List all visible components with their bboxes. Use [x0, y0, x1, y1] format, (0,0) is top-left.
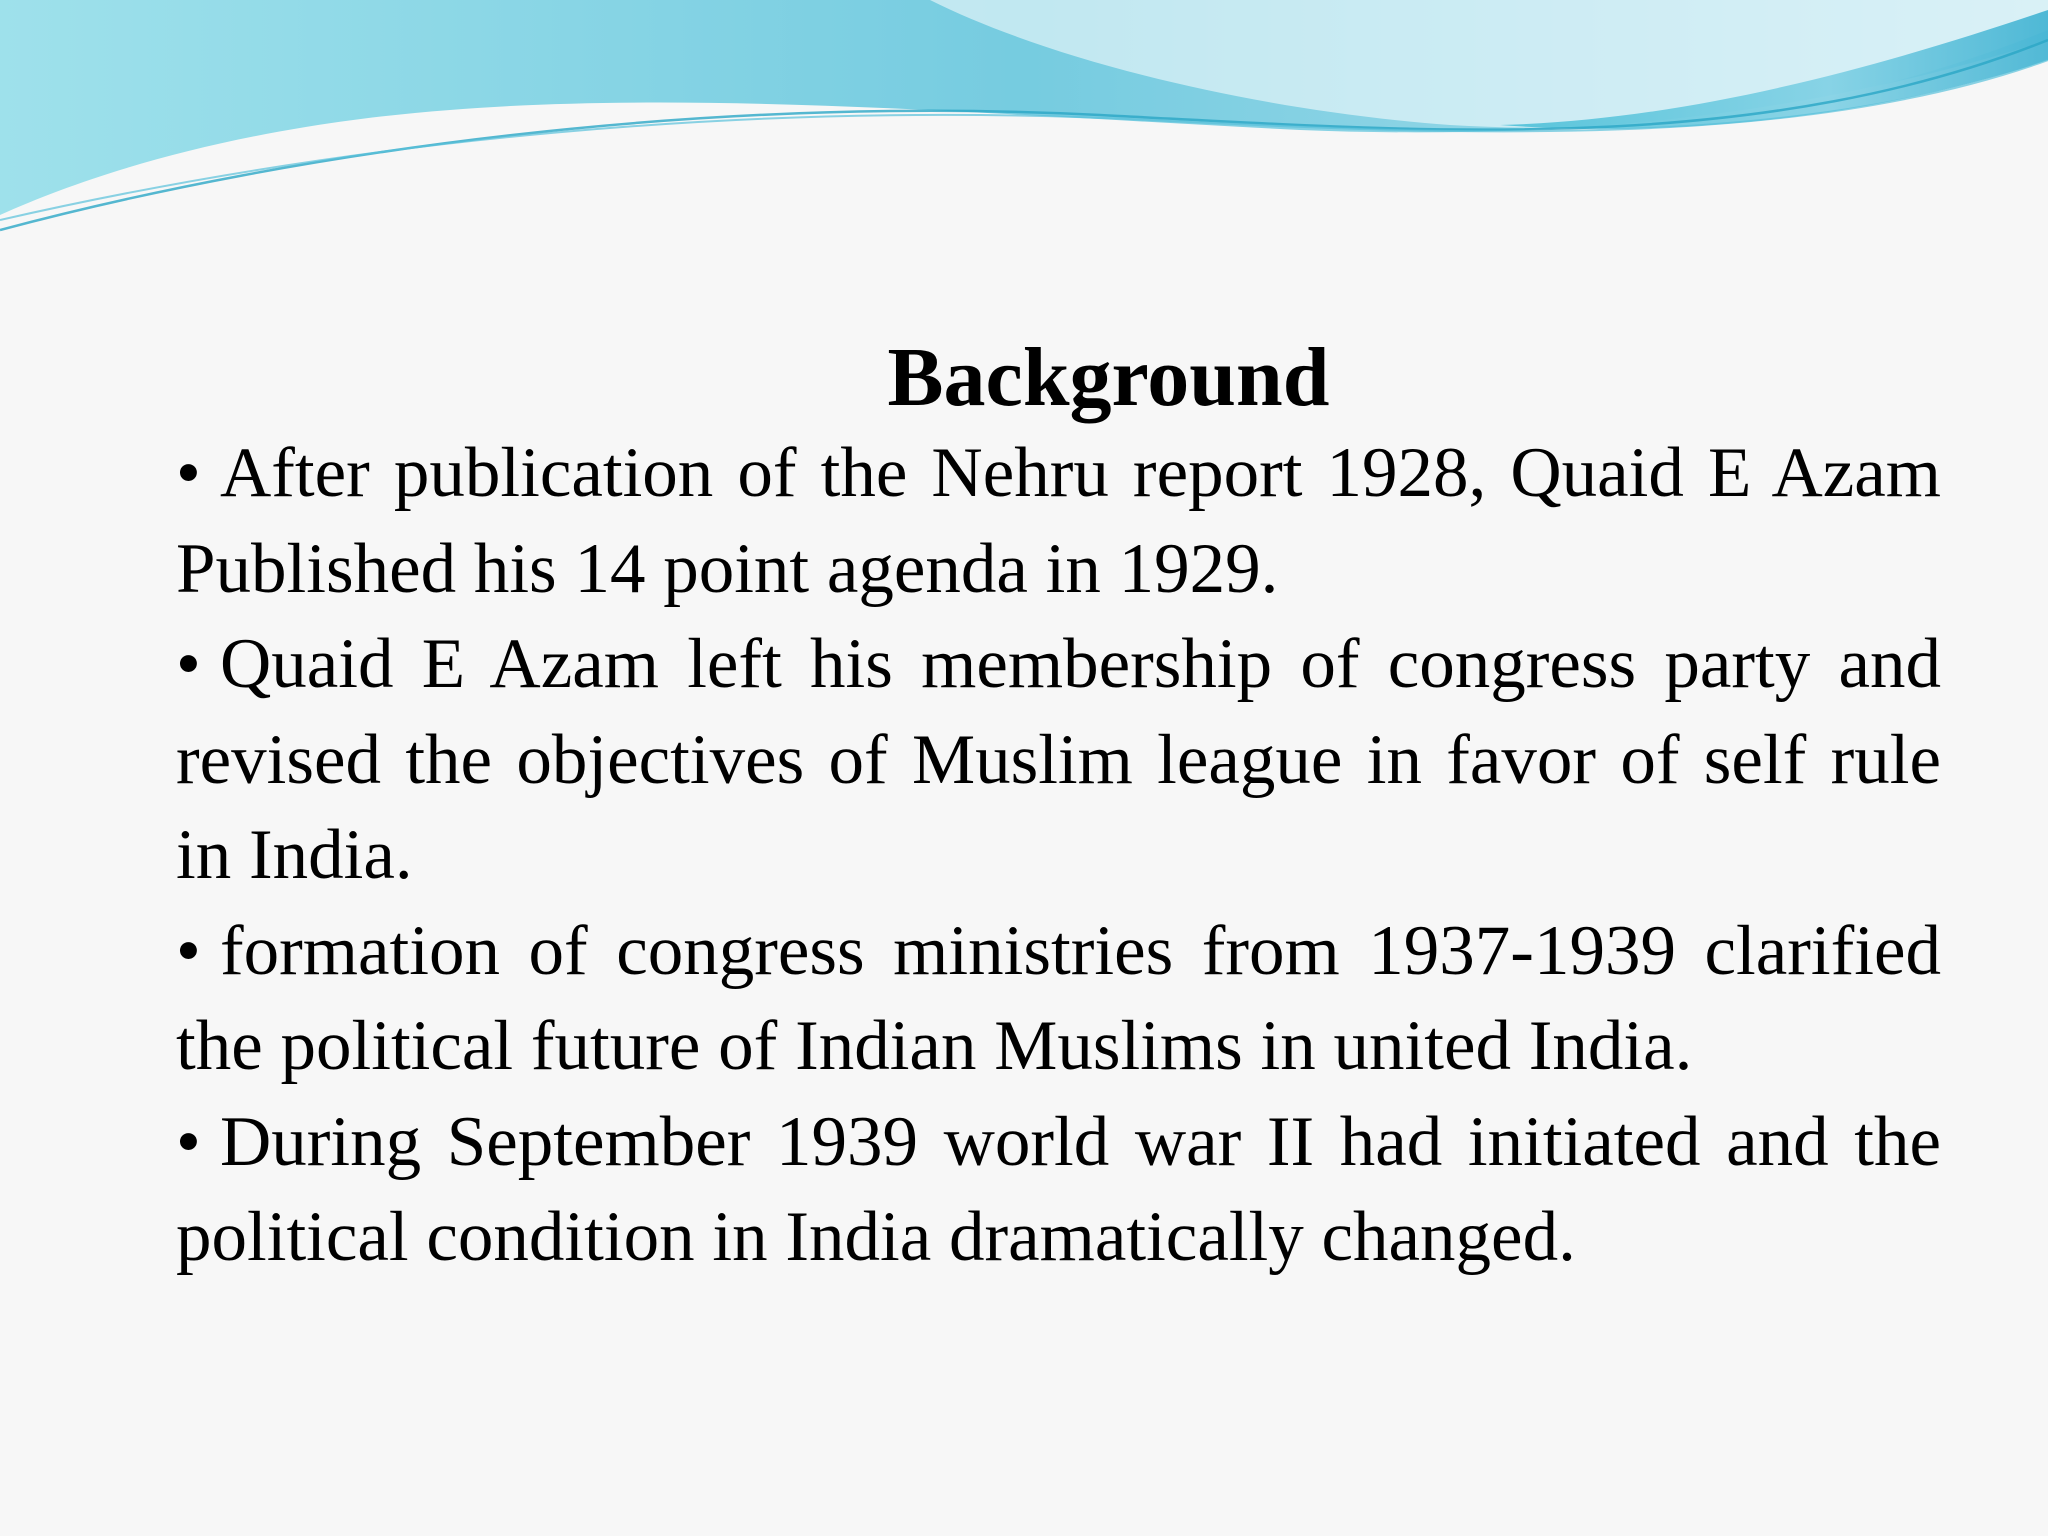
bullet-list: [176, 426, 1941, 1286]
slide-title: Background: [887, 331, 1330, 424]
bullet-text: During September 1939 world war II had initiated and the political condition in India dramatically changed.: [176, 1102, 1941, 1276]
bullet-mark: •: [176, 911, 201, 990]
bullet-item-4: [176, 1095, 1941, 1286]
bullet-mark: •: [176, 625, 201, 703]
bullet-text: formation of congress ministries from 1937-1939 clarified the political future of Indian Muslims in united India.: [176, 911, 1941, 1085]
header-wave-decoration: [0, 0, 2048, 240]
bullet-item-3: [176, 904, 1941, 1095]
bullet-text: Quaid E Azam left his membership of congress party and revised the objectives of Muslim league in favor of self rule in India.: [176, 625, 1941, 894]
slide-content: [176, 330, 1941, 1286]
bullet-mark: •: [176, 434, 201, 512]
bullet-mark: •: [176, 1102, 201, 1181]
bullet-text: After publication of the Nehru report 1928, Quaid E Azam Published his 14 point agenda in 1929.: [176, 434, 1941, 608]
bullet-item-2: [176, 617, 1941, 904]
bullet-item-1: [176, 426, 1941, 617]
